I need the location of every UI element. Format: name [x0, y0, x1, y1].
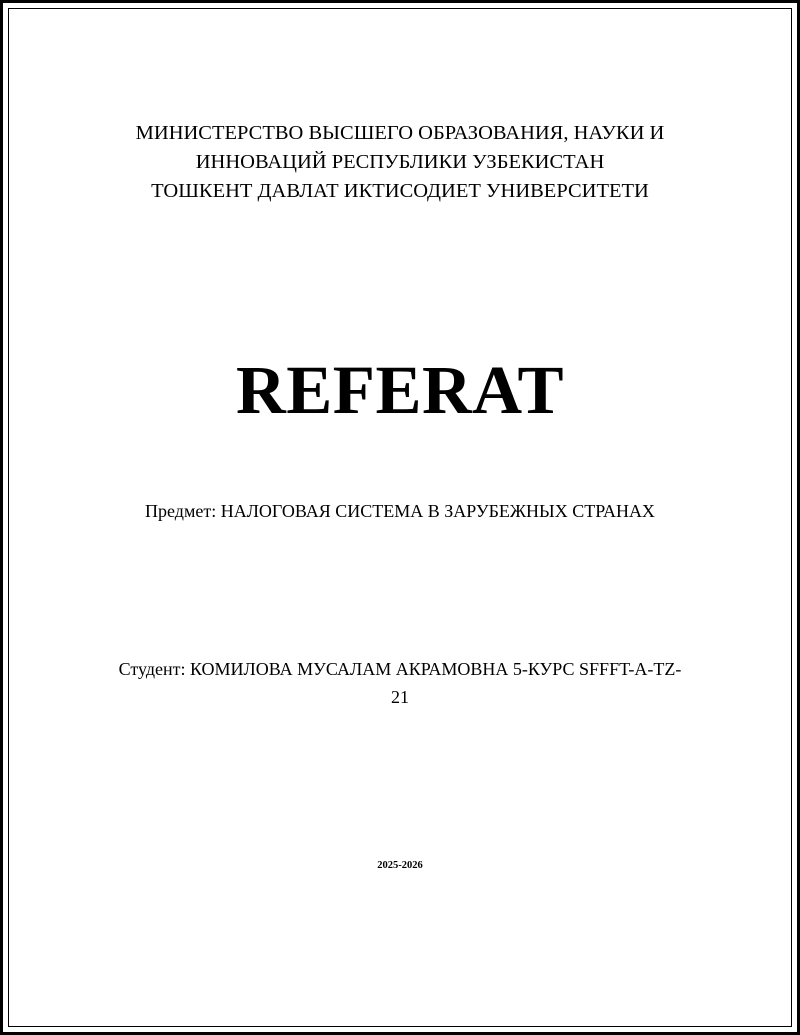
- academic-year: 2025-2026: [377, 860, 423, 871]
- institution-header: [0, 119, 800, 206]
- document-title: REFERAT: [235, 352, 565, 428]
- student-info: Студент: КОМИЛОВА МУСАЛАМ АКРАМОВНА 5-КУРС SFFFT-A-TZ-21: [118, 659, 682, 707]
- header-line-republic: ИННОВАЦИЙ РЕСПУБЛИКИ УЗБЕКИСТАН: [195, 151, 605, 173]
- subject-line: Предмет: НАЛОГОВАЯ СИСТЕМА В ЗАРУБЕЖНЫХ СТРАНАХ: [145, 501, 655, 521]
- header-line-university: ТОШКЕНТ ДАВЛАТ ИКТИСОДИЕТ УНИВЕРСИТЕТИ: [151, 180, 649, 202]
- header-line-ministry: МИНИСТЕРСТВО ВЫСШЕГО ОБРАЗОВАНИЯ, НАУКИ И: [135, 122, 665, 144]
